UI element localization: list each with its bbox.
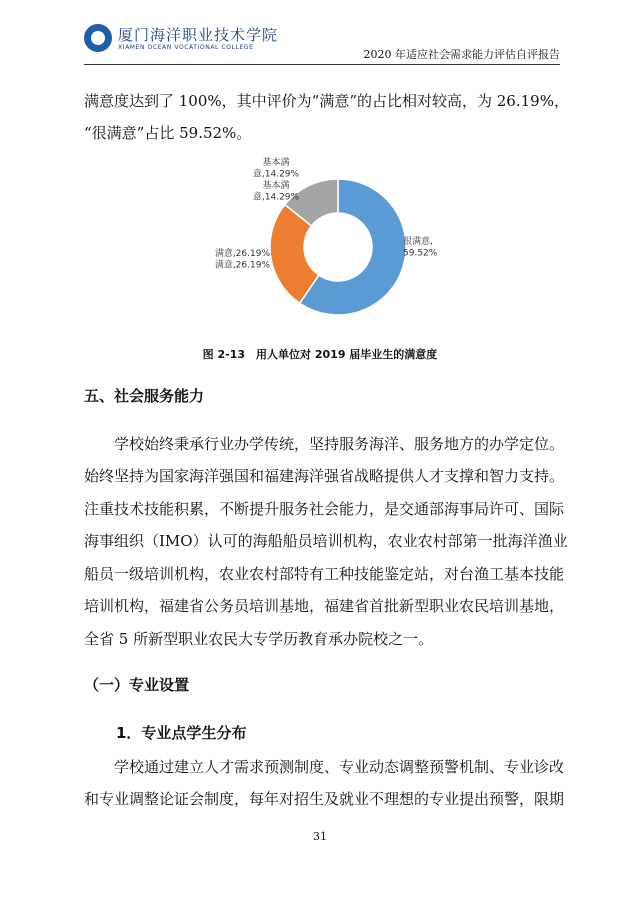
- section-para-line-6: 培训机构，福建省公务员培训基地，福建省首批新型职业农民培训基地，: [84, 597, 565, 615]
- college-seal-icon: [84, 24, 112, 52]
- subsection-title: （一）专业设置: [84, 676, 190, 694]
- section-para-line-2: 始终坚持为国家海洋强国和福建海洋强省战略提供人才支撑和智力支持。: [84, 467, 565, 485]
- logo-english-name: XIAMEN OCEAN VOCATIONAL COLLEGE: [118, 44, 254, 51]
- intro-line-1: 满意度达到了 100%，其中评价为“满意”的占比相对较高，为 26.19%，: [84, 92, 569, 110]
- section-para-line-5: 船员一级培训机构，农业农村部特有工种技能鉴定站，对台渔工基本技能: [84, 565, 565, 583]
- subsubsection-title: 1．专业点学生分布: [116, 724, 247, 742]
- final-para-line-2: 和专业调整论证会制度，每年对招生及就业不理想的专业提出预警，限期: [84, 790, 565, 808]
- intro-line-2: “很满意”占比 59.52%。: [84, 124, 252, 142]
- donut-label-3: 基本满意,14.29%基本满意,14.29%: [252, 158, 300, 203]
- satisfaction-donut-chart: [200, 152, 460, 342]
- section-para-line-7: 全省 5 所新型职业农民大专学历教育承办院校之一。: [84, 630, 434, 648]
- donut-label-1: 很满意, 59.52%: [403, 237, 438, 259]
- page-header: [84, 22, 560, 65]
- report-title: 2020 年适应社会需求能力评估自评报告: [363, 48, 560, 61]
- section-para-line-4: 海事组织（IMO）认可的海船船员培训机构，农业农村部第一批海洋渔业: [84, 532, 568, 550]
- donut-svg: [200, 152, 460, 342]
- page-number: 31: [313, 830, 327, 843]
- section-title: 五、社会服务能力: [84, 387, 205, 405]
- logo-chinese-name: 厦门海洋职业技术学院: [118, 26, 279, 44]
- donut-label-2: 满意,26.19%满意,26.19%: [214, 249, 270, 271]
- final-para-line-1: 学校通过建立人才需求预测制度、专业动态调整预警机制、专业诊改: [114, 758, 565, 776]
- section-para-line-1: 学校始终秉承行业办学传统，坚持服务海洋、服务地方的办学定位。: [114, 435, 565, 453]
- figure-caption: 图 2-13 用人单位对 2019 届毕业生的满意度: [202, 348, 438, 361]
- section-para-line-3: 注重技术技能积累，不断提升服务社会能力，是交通部海事局许可、国际: [84, 500, 565, 518]
